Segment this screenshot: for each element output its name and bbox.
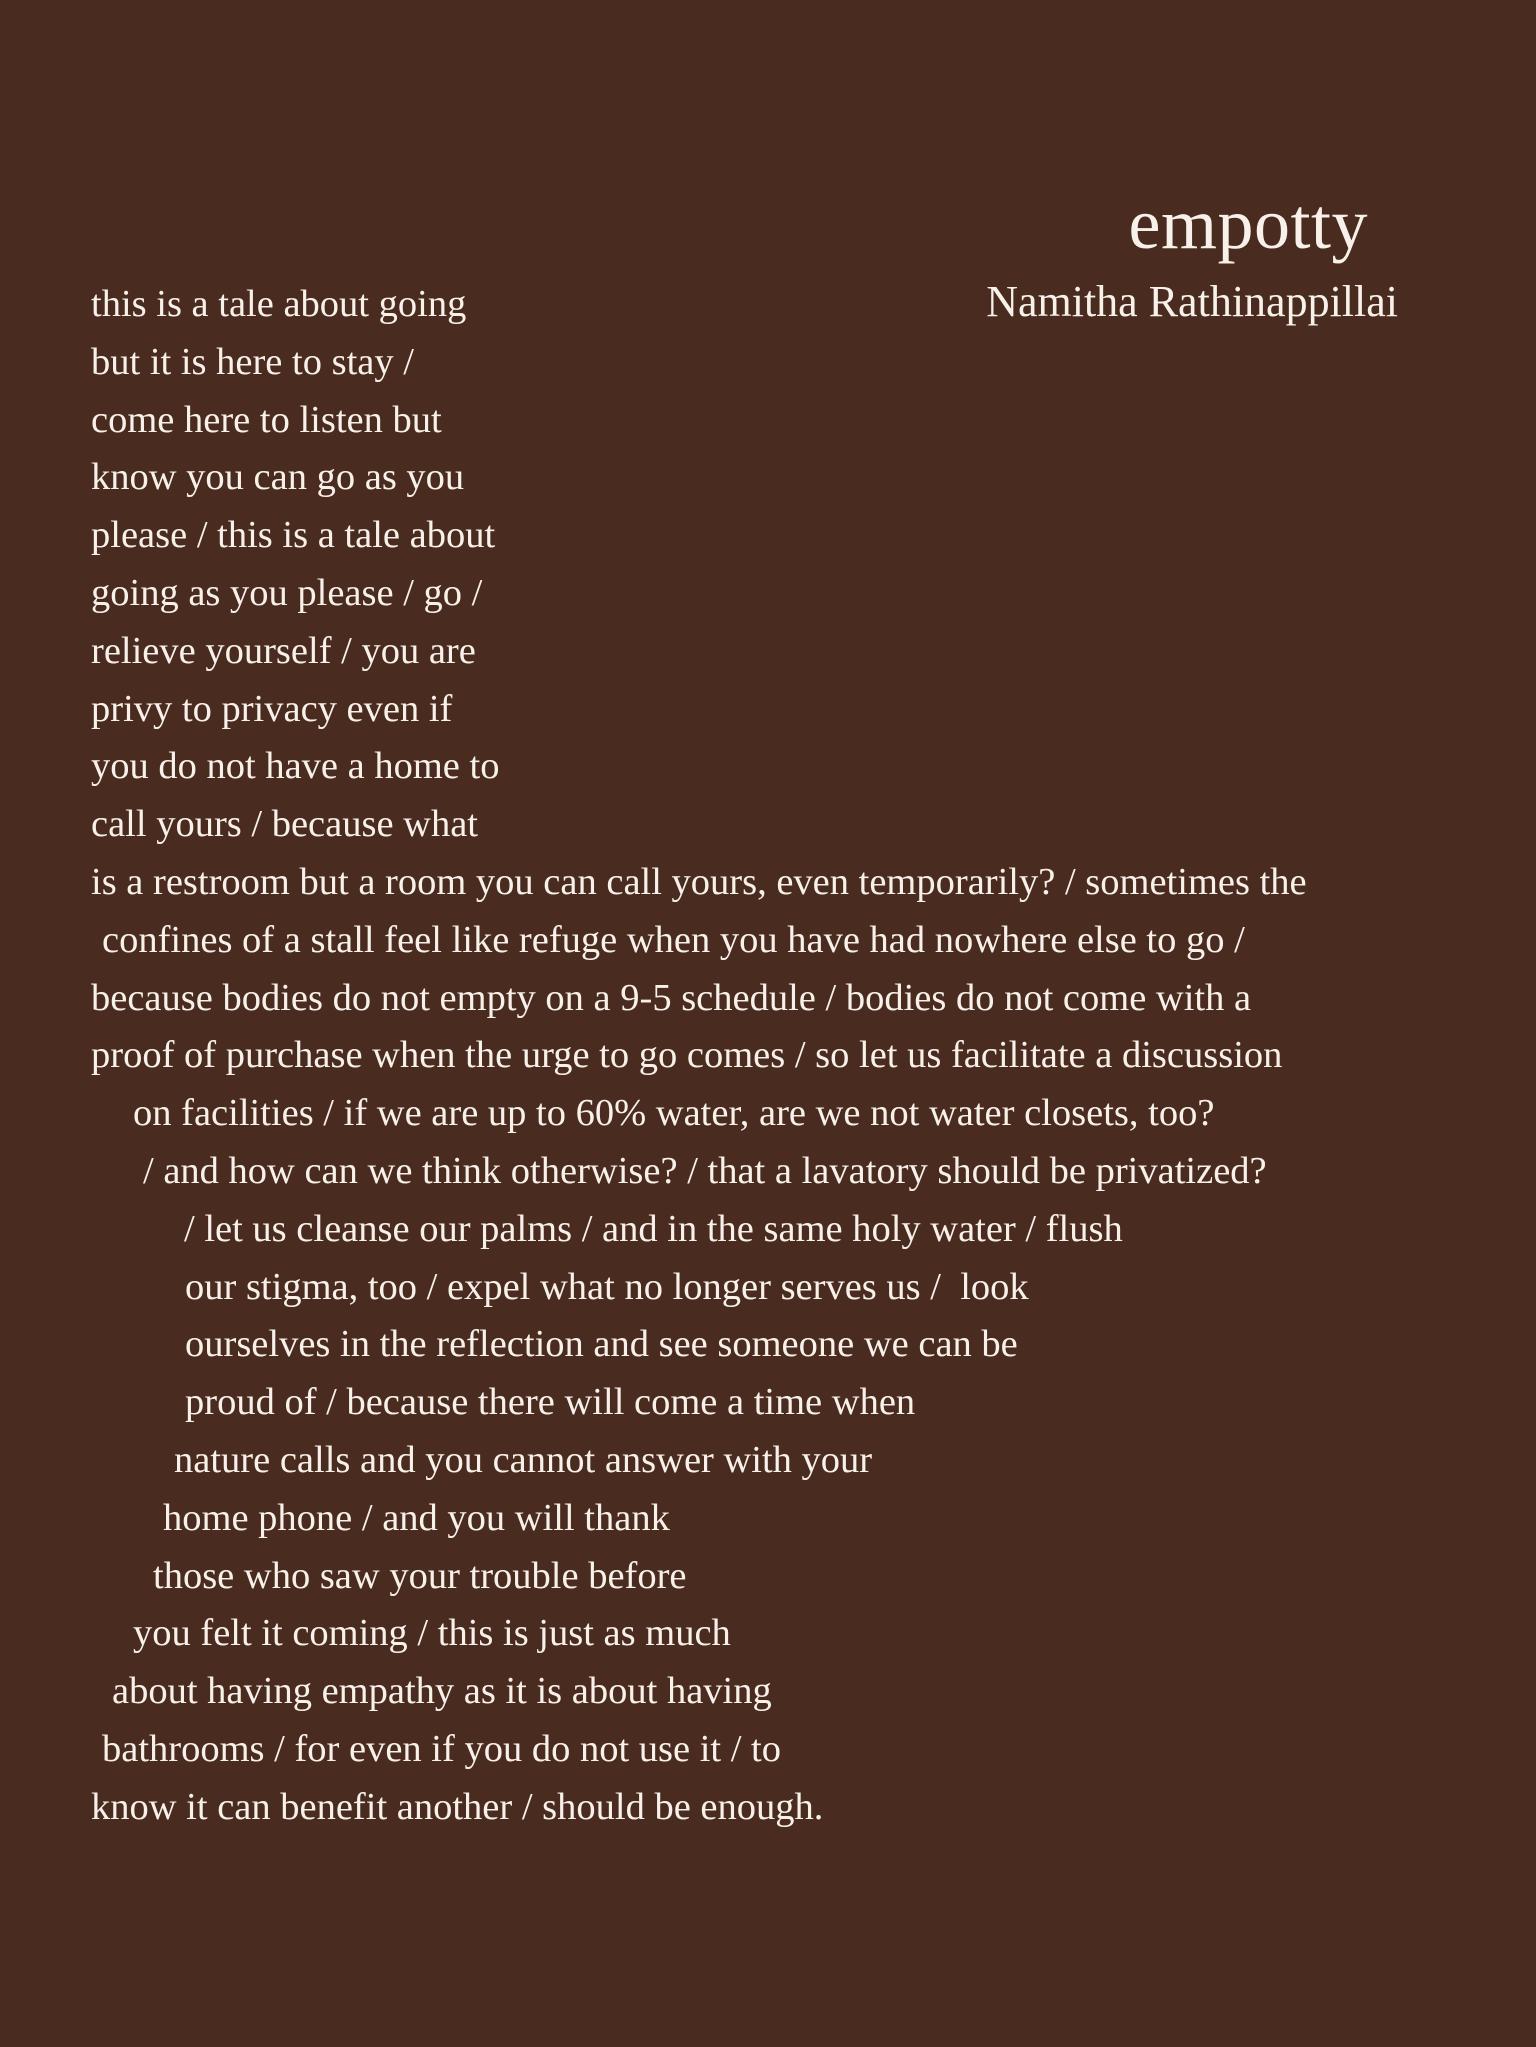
poem-line: this is a tale about going [91,283,467,325]
poem-author: Namitha Rathinappillai [986,277,1398,326]
poem-line: but it is here to stay / [91,340,414,383]
poem-line: / let us cleanse our palms / and in the same holy water / flush [184,1207,1123,1250]
poem-line: home phone / and you will thank [163,1496,670,1539]
poem-line: proud of / because there will come a time when [185,1381,916,1424]
poem-line: because bodies do not empty on a 9-5 schedule / bodies do not come with a [91,976,1252,1019]
poem-title: empotty [1128,184,1368,264]
poem-line: come here to listen but [91,398,442,441]
poem-line: proof of purchase when the urge to go comes / so let us facilitate a discussion [91,1034,1283,1077]
poem-line: call yours / because what [91,803,478,846]
poem-line: bathrooms / for even if you do not use it / to [102,1727,781,1770]
poem-line: going as you please / go / [91,571,483,614]
poem-line: / and how can we think otherwise? / that a lavatory should be privatized? [143,1149,1267,1192]
poem-line: know you can go as you [91,456,465,499]
poem-line: nature calls and you cannot answer with your [174,1438,873,1481]
poem-line: our stigma, too / expel what no longer serves us / look [185,1265,1029,1308]
poem-line: you do not have a home to [91,745,500,788]
poem-line: confines of a stall feel like refuge when you have had nowhere else to go / [102,918,1245,961]
poem-line: is a restroom but a room you can call yours, even temporarily? / sometimes the [91,860,1307,903]
poem-line: ourselves in the reflection and see someone we can be [185,1323,1018,1366]
poem-line: relieve yourself / you are [91,629,476,672]
poem-line: those who saw your trouble before [153,1554,687,1597]
poem-line: please / this is a tale about [91,514,496,557]
poem-line: know it can benefit another / should be enough. [91,1785,824,1828]
poem-line: you felt it coming / this is just as much [133,1612,731,1655]
poem-line: about having empathy as it is about having [112,1670,772,1713]
poem-line: privy to privacy even if [91,687,453,730]
poem-line: on facilities / if we are up to 60% water, are we not water closets, too? [133,1092,1215,1135]
poem-body [91,276,1307,1837]
